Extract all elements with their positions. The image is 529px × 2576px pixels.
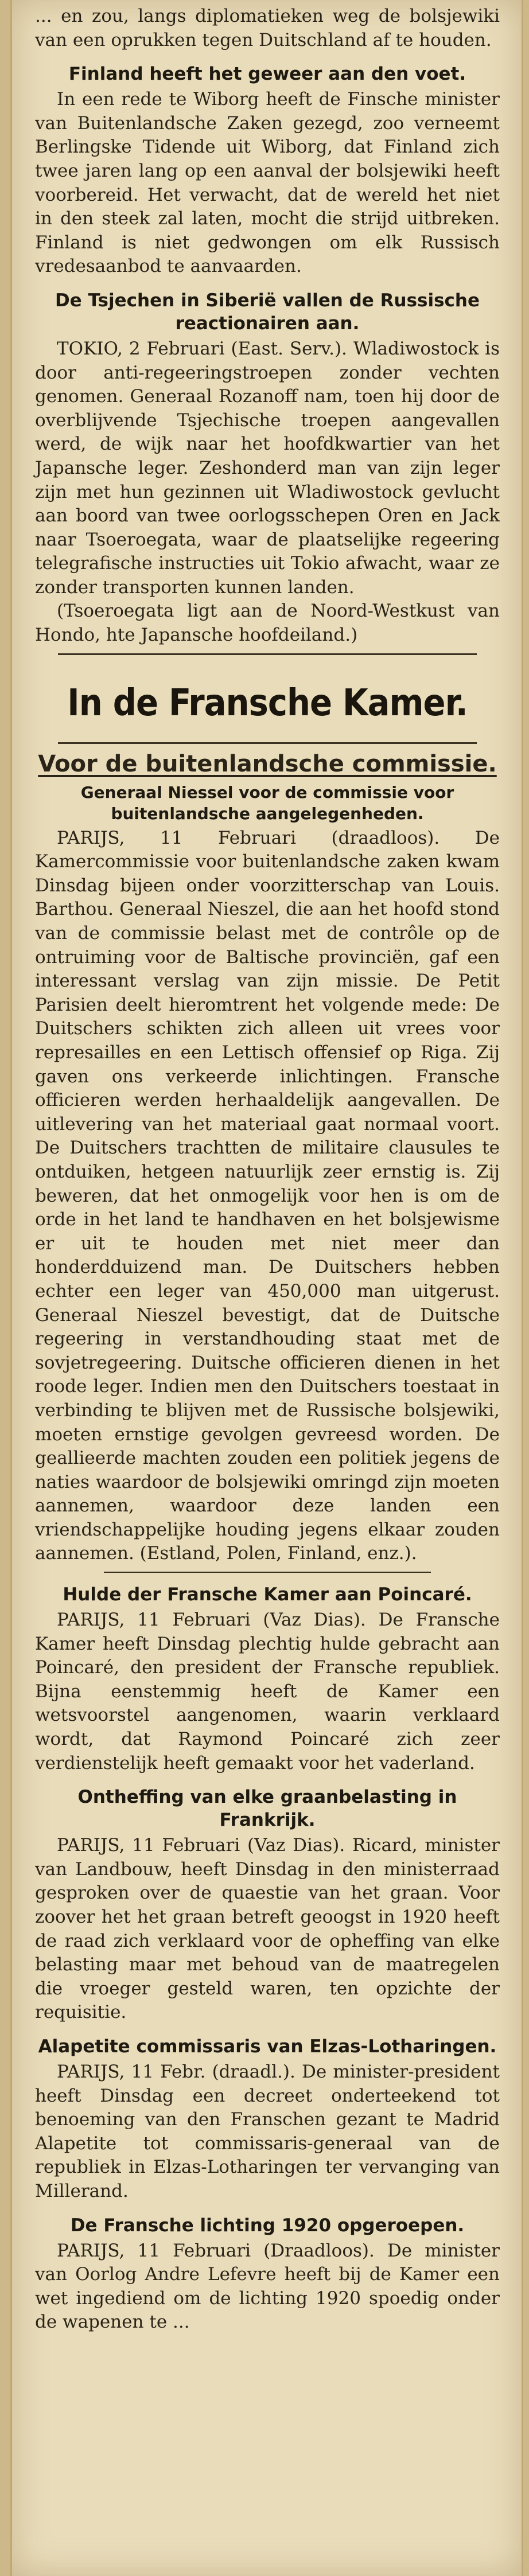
article-body-tsjechen: TOKIO, 2 Februari (East. Serv.). Wladiwostock is door anti-regeeringstroepen zonder vechten genomen. Generaal Rozanoff nam, toen hij door de overblijvende Tsjechische troepen aangevallen werd, de wijk naar het hoofdkwartier van het Japansche leger. Zeshonderd man van zijn leger zijn met hun gezinnen uit Wladiwostock gevlucht aan boord van twee oorlogsschepen Oren en Jack naar Tsoeroegata, waar de plaatselijke regeering telegrafische instructies uit Tokio afwacht, waar ze zonder transporten kunnen landen. [35,338,500,598]
article-note-tsjechen: (Tsoeroegata ligt aan de Noord-Westkust van Hondo, hte Japansche hoofdeiland.) [35,601,500,646]
article-title-poincare: Hulde der Fransche Kamer aan Poincaré. [63,1584,472,1605]
article-body-finland: In een rede te Wiborg heeft de Finsche minister van Buitenlandsche Zaken gezegd, zoo verneemt Berlingske Tidende uit Wiborg, dat Finland zich twee jaren lang op een aanval der bolsjewiki heeft voorbereid. Het verwacht, dat de wereld het niet in den steek zal laten, mocht die strijd uitbreken. Finland is niet gedwongen om elk Russisch vredesaanbod te aanvaarden. [35,89,500,277]
article-title-tsjechen: De Tsjechen in Siberië vallen de Russische reactionairen aan. [55,290,480,334]
article-body-poincare: PARIJS, 11 Februari (Vaz Dias). De Fransche Kamer heeft Dinsdag plechtig hulde gebracht aan Poincaré, den president der Fransche republiek. Bijna eenstemmig heeft de Kamer een wetsvoorstel aangenomen, waarin verklaard wordt, dat Raymond Poincaré zich zeer verdienstelijk heeft gemaakt voor het vaderland. [35,1609,500,1774]
top-fragment: ... en zou, langs diplomatieken weg de bolsjewiki van een oprukken tegen Duitschland af te houden. [35,6,500,50]
article-title-graanbelasting: Ontheffing van elke graanbelasting in Frankrijk. [77,1787,457,1831]
article-body-graanbelasting: PARIJS, 11 Februari (Vaz Dias). Ricard, minister van Landbouw, heeft Dinsdag in den ministerraad gesproken over de quaestie van het graan. Voor zoover het het graan betreft geoogst in 1920 heeft de raad zich verklaard voor de opheffing van elke belasting maar met behoud van de maatregelen die vroeger gesteld waren, ten opzichte der requisitie. [35,1835,500,2023]
divider [104,1572,431,1573]
divider [58,653,477,655]
column [35,0,500,2335]
article-body-lichting: PARIJS, 11 Februari (Draadloos). De minister van Oorlog Andre Lefevre heeft bij de Kamer een wet ingediend om de lichting 1920 spoedig onder de wapenen te ... [35,2240,500,2333]
article-title-alapetite: Alapetite commissaris van Elzas-Lotharingen. [38,2036,497,2057]
main-article-title: Voor de buitenlandsche commissie. [38,750,497,777]
divider [58,742,477,744]
article-title-finland: Finland heeft het geweer aan den voet. [68,64,466,85]
section-heading: In de Fransche Kamer. [67,681,468,724]
main-article-subtitle: Generaal Niessel voor de commissie voor buitenlandsche aangelegenheden. [80,782,454,823]
article-title-lichting: De Fransche lichting 1920 opgeroepen. [70,2215,465,2236]
main-article-body: PARIJS, 11 Februari (draadloos). De Kamercommissie voor buitenlandsche zaken kwam Dinsdag bijeen onder voorzitterschap van Louis. Barthou. Generaal Nieszel, die aan het hoofd stond van de commissie belast met de contrôle op de ontruiming voor de Baltische provinciën, gaf een interessant verslag van zijn missie. De Petit Parisien deelt hieromtrent het volgende mede: De Duitschers schikten zich alleen uit vrees voor represailles en een Lettisch offensief op Riga. Zij gaven ons verkeerde inlichtingen. Fransche officieren werden herhaaldelijk aangevallen. De uitlevering van het materiaal gaat normaal voort. De Duitschers trachtten de militaire clausules te ontduiken, hetgeen natuurlijk zeer ernstig is. Zij beweren, dat het onmogelijk voor hen is om de orde in het land te handhaven en het bolsjewisme er uit te houden met niet meer dan honderdduizend man. De Duitschers hebben echter een leger van 450,000 man uitgerust. Generaal Nieszel bevestigt, dat de Duitsche regeering in verstandhouding staat met de sovjetregeering. Duitsche officieren dienen in het roode leger. Indien men den Duitschers toestaat in verbinding te blijven met de Russische bolsjewiki, moeten ernstige gevolgen gevreesd worden. De geallieerde machten zouden een politiek jegens de naties waardoor de bolsjewiki omringd zijn moeten aannemen, waardoor deze landen een vriendschappelijke houding jegens elkaar zouden aannemen. (Estland, Polen, Finland, enz.). [35,827,500,1564]
article-body-alapetite: PARIJS, 11 Febr. (draadl.). De minister-president heeft Dinsdag een decreet onderteekend tot benoeming van den Franschen gezant te Madrid Alapetite tot commissaris-generaal van de republiek in Elzas-Lotharingen ter vervanging van Millerand. [35,2061,500,2201]
newspaper-clipping [10,0,523,2576]
